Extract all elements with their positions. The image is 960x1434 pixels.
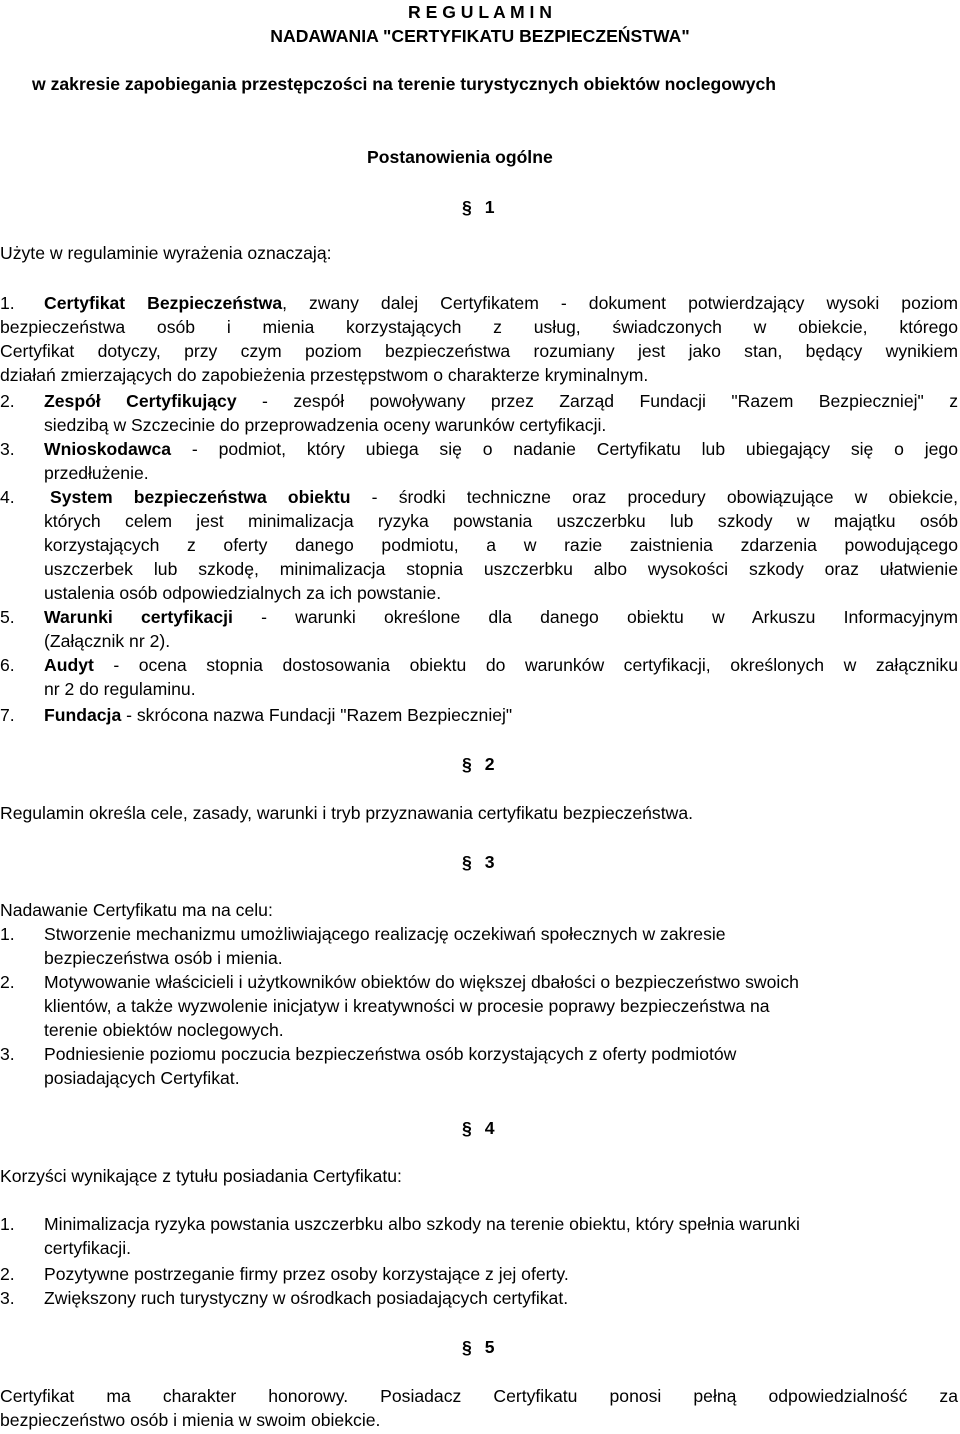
definition-term: Certyfikat Bezpieczeństwa xyxy=(44,293,283,313)
paragraph-5-line: Certyfikat ma charakter honorowy. Posiadacz Certyfikatu ponosi pełną odpowiedzialność za xyxy=(0,1386,958,1406)
goal-item-line: Stworzenie mechanizmu umożliwiającego realizację oczekiwań społecznych w zakresie xyxy=(44,924,726,944)
paragraph-5-line: bezpieczeństwo osób i mienia w swoim obiekcie. xyxy=(0,1410,381,1430)
paragraph-sign: § xyxy=(462,1337,472,1357)
paragraph-2-text: Regulamin określa cele, zasady, warunki i tryb przyznawania certyfikatu bezpieczeństwa. xyxy=(0,803,693,823)
goal-item-line: terenie obiektów noclegowych. xyxy=(44,1020,284,1040)
goal-item-line: Podniesienie poziomu poczucia bezpieczeństwa osób korzystających z oferty podmiotów xyxy=(44,1044,737,1064)
benefit-item-line: Zwiększony ruch turystyczny w ośrodkach posiadających certyfikat. xyxy=(44,1288,569,1308)
paragraph-3-heading xyxy=(462,850,494,874)
paragraph-4-heading xyxy=(462,1116,494,1140)
definition-item-line: Certyfikat dotyczy, przy czym poziom bezpieczeństwa rozumiany jest jako stan, będący wynikiem xyxy=(0,341,958,361)
definition-item-number: 3. xyxy=(0,439,15,459)
definition-item-line: których celem jest minimalizacja ryzyka powstania uszczerbku lub szkody w majątku osób xyxy=(44,511,958,531)
definition-term: Warunki certyfikacji xyxy=(44,607,233,627)
goal-item-line: Motywowanie właścicieli i użytkowników obiektów do większej dbałości o bezpieczeństwo swoich xyxy=(44,972,799,992)
benefit-item-number: 1. xyxy=(0,1214,15,1234)
definition-term: Wnioskodawca xyxy=(44,439,172,459)
definition-item-number: 4. xyxy=(0,487,15,507)
definition-item-line: Fundacja - skrócona nazwa Fundacji "Razem Bezpieczniej" xyxy=(44,705,513,725)
paragraph-sign: § xyxy=(462,1118,472,1138)
definition-item-line: Certyfikat Bezpieczeństwa, zwany dalej Certyfikatem - dokument potwierdzający wysoki poziom xyxy=(44,293,958,313)
definition-item-line: Zespół Certyfikujący - zespół powoływany przez Zarząd Fundacji "Razem Bezpieczniej" z xyxy=(44,391,958,411)
definition-item-number: 2. xyxy=(0,391,15,411)
definition-item-number: 5. xyxy=(0,607,15,627)
goal-item-line: bezpieczeństwa osób i mienia. xyxy=(44,948,283,968)
benefit-item-number: 2. xyxy=(0,1264,15,1284)
definition-item-line: bezpieczeństwa osób i mienia korzystających z usług, świadczonych w obiekcie, którego xyxy=(0,317,958,337)
paragraph-number: 5 xyxy=(484,1337,495,1357)
paragraph-sign: § xyxy=(462,754,472,774)
paragraph-3-intro: Nadawanie Certyfikatu ma na celu: xyxy=(0,900,273,920)
doc-subtitle: w zakresie zapobiegania przestępczości na terenie turystycznych obiektów noclegowych xyxy=(32,74,777,94)
definition-item-line: Audyt - ocena stopnia dostosowania obiektu do warunków certyfikacji, określonych w załączniku xyxy=(44,655,958,675)
paragraph-5-heading xyxy=(462,1335,494,1359)
definition-item-line: siedzibą w Szczecinie do przeprowadzenia oceny warunków certyfikacji. xyxy=(44,415,607,435)
definition-item-line: System bezpieczeństwa obiektu - środki techniczne oraz procedury obowiązujące w obiekcie, xyxy=(50,487,958,507)
paragraph-sign: § xyxy=(462,852,472,872)
benefit-item-line: certyfikacji. xyxy=(44,1238,132,1258)
paragraph-number: 3 xyxy=(484,852,495,872)
goal-item-line: posiadających Certyfikat. xyxy=(44,1068,240,1088)
goal-item-number: 2. xyxy=(0,972,15,992)
benefit-item-line: Pozytywne postrzeganie firmy przez osoby korzystające z jej oferty. xyxy=(44,1264,569,1284)
definition-item-line: Warunki certyfikacji - warunki określone dla danego obiektu w Arkuszu Informacyjnym xyxy=(44,607,959,627)
doc-title-line2: NADAWANIA "CERTYFIKATU BEZPIECZEŃSTWA" xyxy=(270,26,690,46)
definition-item-line: przedłużenie. xyxy=(44,463,149,483)
paragraph-number: 2 xyxy=(484,754,495,774)
definition-item-line: ustalenia osób odpowiedzialnych za ich powstanie. xyxy=(44,583,442,603)
definition-item-line: działań zmierzających do zapobieżenia przestępstwom o charakterze kryminalnym. xyxy=(0,365,649,385)
definition-term: System bezpieczeństwa obiektu xyxy=(50,487,351,507)
definition-term: Zespół Certyfikujący xyxy=(44,391,237,411)
benefit-item-number: 3. xyxy=(0,1288,15,1308)
benefit-item-line: Minimalizacja ryzyka powstania uszczerbku albo szkody na terenie obiektu, który spełnia warunki xyxy=(44,1214,800,1234)
paragraph-4-intro: Korzyści wynikające z tytułu posiadania Certyfikatu: xyxy=(0,1166,402,1186)
definition-item-line: Wnioskodawca - podmiot, który ubiega się o nadanie Certyfikatu lub ubiegający się o jego xyxy=(44,439,958,459)
definition-item-line: uszczerbek lub szkodę, minimalizacja stopnia uszczerbku albo wysokości szkody oraz ułatwienie xyxy=(44,559,958,579)
paragraph-1-intro: Użyte w regulaminie wyrażenia oznaczają: xyxy=(0,243,332,263)
definition-term: Audyt xyxy=(44,655,94,675)
paragraph-2-heading xyxy=(462,752,494,776)
definition-item-line: korzystających z oferty danego podmiotu, a w razie zaistnienia zdarzenia powodującego xyxy=(44,535,958,555)
paragraph-sign: § xyxy=(462,197,472,217)
goal-item-line: klientów, a także wyzwolenie inicjatyw i kreatywności w procesie poprawy bezpieczeństwa na xyxy=(44,996,770,1016)
goal-item-number: 3. xyxy=(0,1044,15,1064)
definition-item-number: 7. xyxy=(0,705,15,725)
section-general-heading: Postanowienia ogólne xyxy=(367,147,553,167)
paragraph-1-heading xyxy=(462,195,494,219)
definition-item-number: 6. xyxy=(0,655,15,675)
definition-item-number: 1. xyxy=(0,293,15,313)
paragraph-number: 1 xyxy=(484,197,495,217)
paragraph-number: 4 xyxy=(484,1118,495,1138)
definition-term: Fundacja xyxy=(44,705,122,725)
definition-item-line: nr 2 do regulaminu. xyxy=(44,679,196,699)
definition-item-line: (Załącznik nr 2). xyxy=(44,631,171,651)
doc-title-line1: R E G U L A M I N xyxy=(407,2,552,22)
goal-item-number: 1. xyxy=(0,924,15,944)
